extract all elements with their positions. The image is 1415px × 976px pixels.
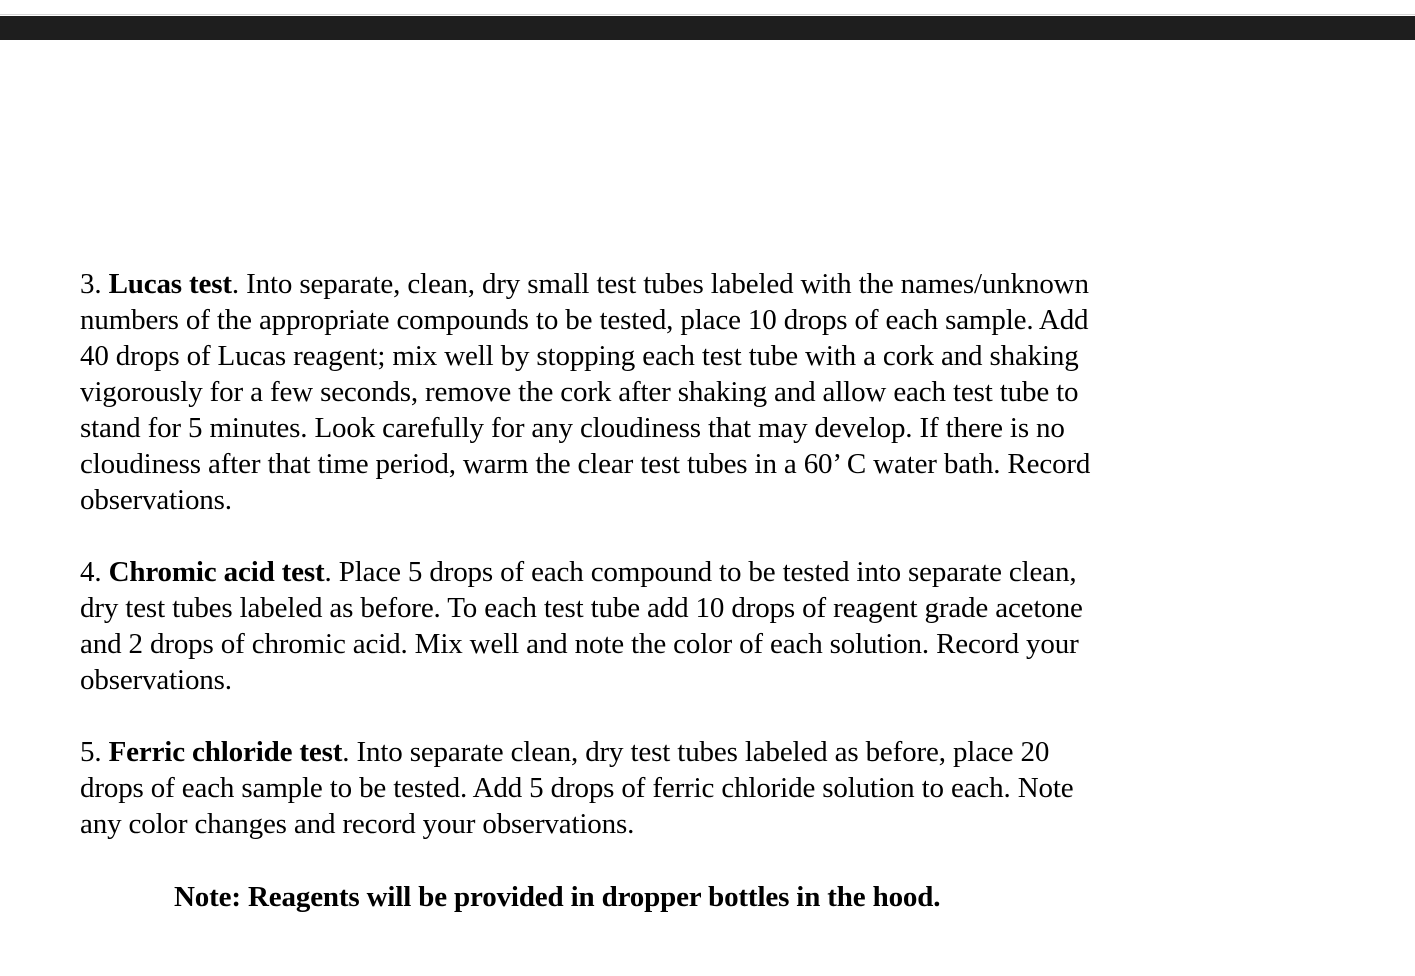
reagents-note: Note: Reagents will be provided in dropper bottles in the hood. bbox=[174, 881, 941, 913]
item-title: Chromic acid test bbox=[108, 556, 325, 588]
text-line: observations. bbox=[80, 664, 232, 696]
ferric-chloride-test-paragraph bbox=[80, 734, 1220, 842]
text-line: . Into separate, clean, dry small test tubes labeled with the names/unknown bbox=[231, 268, 1089, 300]
text-line: numbers of the appropriate compounds to be tested, place 10 drops of each sample. Add bbox=[80, 304, 1089, 336]
paragraph-first-line bbox=[80, 734, 1220, 770]
text-line: . Place 5 drops of each compound to be tested into separate clean, bbox=[324, 556, 1077, 588]
lucas-test-paragraph bbox=[80, 266, 1220, 518]
text-line: any color changes and record your observations. bbox=[80, 808, 635, 840]
text-line: . Into separate clean, dry test tubes labeled as before, place 20 bbox=[342, 736, 1050, 768]
text-line: drops of each sample to be tested. Add 5 drops of ferric chloride solution to each. Note bbox=[80, 772, 1074, 804]
paragraph-first-line bbox=[80, 266, 1220, 302]
item-number: 4. bbox=[80, 556, 102, 588]
text-line: dry test tubes labeled as before. To each test tube add 10 drops of reagent grade acetone bbox=[80, 592, 1083, 624]
text-line: cloudiness after that time period, warm the clear test tubes in a 60’ C water bath. Record bbox=[80, 448, 1091, 480]
text-line: observations. bbox=[80, 484, 232, 516]
item-title: Ferric chloride test bbox=[108, 736, 343, 768]
chromic-acid-test-paragraph bbox=[80, 554, 1220, 698]
top-divider-line bbox=[0, 14, 1415, 15]
top-dark-bar bbox=[0, 16, 1415, 40]
text-line: stand for 5 minutes. Look carefully for any cloudiness that may develop. If there is no bbox=[80, 412, 1065, 444]
item-title: Lucas test bbox=[108, 268, 232, 300]
text-line: 40 drops of Lucas reagent; mix well by stopping each test tube with a cork and shaking bbox=[80, 340, 1079, 372]
item-number: 3. bbox=[80, 268, 102, 300]
document-body bbox=[80, 266, 1220, 878]
item-number: 5. bbox=[80, 736, 102, 768]
text-line: vigorously for a few seconds, remove the cork after shaking and allow each test tube to bbox=[80, 376, 1079, 408]
text-line: and 2 drops of chromic acid. Mix well and note the color of each solution. Record your bbox=[80, 628, 1079, 660]
paragraph-first-line bbox=[80, 554, 1220, 590]
